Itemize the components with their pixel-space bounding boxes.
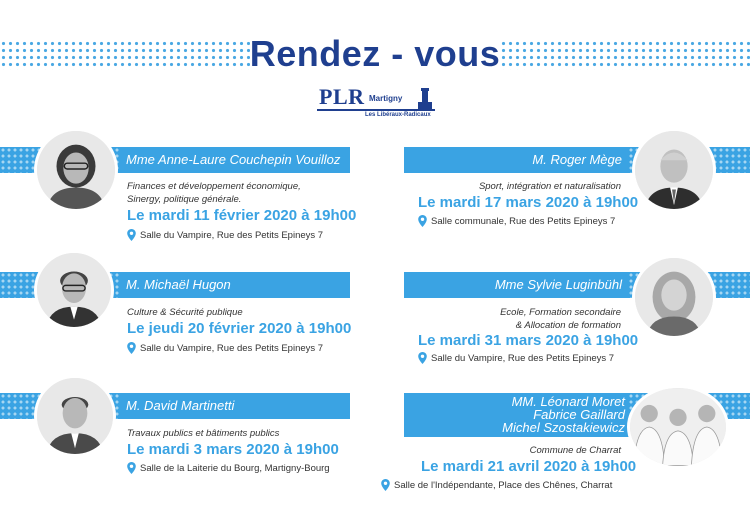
event-topic: Ecole, Formation secondaire & Allocation de formation: [500, 307, 621, 331]
speaker-name: M. Roger Mège: [404, 147, 628, 173]
event-topic: Commune de Charrat: [529, 445, 621, 456]
event-date: Le jeudi 20 février 2020 à 19h00: [127, 320, 352, 337]
plr-logo: PLR Martigny Les Libéraux-Radicaux: [313, 84, 439, 120]
event-date: Le mardi 31 mars 2020 à 19h00: [418, 332, 639, 349]
event-topic: Finances et développement économique, Sinergy, politique générale.: [127, 181, 301, 205]
speaker-photo: [34, 250, 114, 330]
location-pin-icon: [127, 229, 136, 241]
location-pin-icon: [381, 479, 390, 491]
event-topic: Sport, intégration et naturalisation: [478, 181, 621, 192]
speaker-name: MM. Léonard Moret Fabrice Gaillard Michel Szostakiewicz: [404, 393, 631, 437]
event-date: Le mardi 17 mars 2020 à 19h00: [418, 194, 639, 211]
event-place: Salle du Vampire, Rue des Petits Epineys 7: [127, 342, 323, 354]
event-place: Salle du Vampire, Rue des Petits Epineys 7: [127, 229, 323, 241]
event-date: Le mardi 11 février 2020 à 19h00: [127, 207, 357, 224]
speaker-photo: [632, 255, 716, 339]
tower-icon: [417, 86, 433, 110]
group-photo: [627, 385, 729, 469]
location-pin-icon: [418, 215, 427, 227]
event-place: Salle de la Laiterie du Bourg, Martigny-Bourg: [127, 462, 330, 474]
event-place: Salle communale, Rue des Petits Epineys 7: [418, 215, 615, 227]
location-pin-icon: [127, 462, 136, 474]
location-pin-icon: [127, 342, 136, 354]
event-date: Le mardi 3 mars 2020 à 19h00: [127, 441, 339, 458]
event-place: Salle de l'Indépendante, Place des Chênes, Charrat: [381, 479, 612, 491]
event-date: Le mardi 21 avril 2020 à 19h00: [421, 458, 637, 475]
event-topic: Culture & Sécurité publique: [127, 307, 243, 318]
speaker-photo: [34, 375, 116, 457]
speaker-photo: [632, 128, 716, 212]
speaker-name: Mme Sylvie Luginbühl: [404, 272, 628, 298]
event-topic: Travaux publics et bâtiments publics: [127, 428, 280, 439]
speaker-name: M. David Martinetti: [120, 393, 350, 419]
location-pin-icon: [418, 352, 427, 364]
speaker-name: M. Michaël Hugon: [120, 272, 350, 298]
speaker-photo: [34, 128, 118, 212]
speaker-name: Mme Anne-Laure Couchepin Vouilloz: [120, 147, 350, 173]
page-title: Rendez - vous: [249, 33, 501, 74]
logo-rule: [317, 109, 435, 111]
event-place: Salle du Vampire, Rue des Petits Epineys 7: [418, 352, 614, 364]
